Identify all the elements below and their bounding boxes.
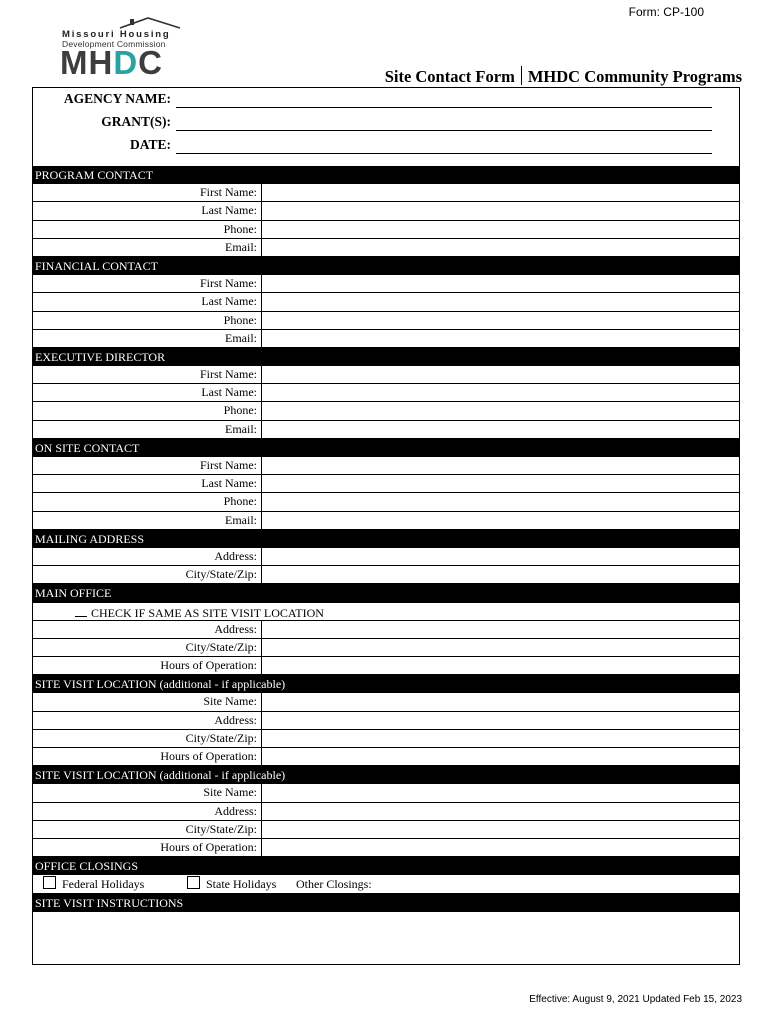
main-office-address-row (33, 621, 739, 639)
field-label: Email: (225, 512, 257, 527)
main-office-city-input[interactable] (261, 639, 739, 656)
mhdc-logo (60, 16, 184, 81)
logo-line2: Development Commission (62, 39, 166, 49)
site2-name-row (33, 784, 739, 802)
site2-name-input[interactable] (261, 784, 739, 801)
house-roof-icon (118, 16, 182, 30)
financial-email-input[interactable] (261, 330, 739, 347)
mailing-address-input[interactable] (261, 548, 739, 565)
field-label: Email: (225, 330, 257, 345)
site2-hours-row (33, 839, 739, 857)
field-label: Last Name: (201, 385, 257, 400)
office-closings-row (33, 875, 739, 893)
federal-holidays-option[interactable] (43, 876, 144, 892)
same-as-site-visit-label: CHECK IF SAME AS SITE VISIT LOCATION (91, 605, 324, 620)
director-first-name-input[interactable] (261, 366, 739, 383)
site1-hours-row (33, 748, 739, 766)
director-phone-row (33, 402, 739, 420)
site2-address-input[interactable] (261, 803, 739, 820)
financial-last-name-input[interactable] (261, 293, 739, 310)
agency-name-input[interactable] (176, 107, 712, 108)
program-email-input[interactable] (261, 239, 739, 256)
field-label: Last Name: (201, 294, 257, 309)
program-phone-input[interactable] (261, 221, 739, 238)
field-label: Email: (225, 239, 257, 254)
section-program-contact: PROGRAM CONTACT (33, 166, 739, 184)
field-label: First Name: (200, 276, 257, 291)
field-label: City/State/Zip: (185, 730, 257, 745)
director-phone-input[interactable] (261, 402, 739, 419)
federal-holidays-checkbox[interactable] (43, 876, 56, 889)
section-financial-contact: FINANCIAL CONTACT (33, 257, 739, 275)
field-label: Address: (214, 548, 257, 563)
form-frame (32, 87, 740, 965)
site2-hours-input[interactable] (261, 839, 739, 856)
field-label: First Name: (200, 367, 257, 382)
field-label: Phone: (223, 403, 257, 418)
title-divider (521, 66, 522, 85)
program-first-name-input[interactable] (261, 184, 739, 201)
form-rows (33, 166, 739, 966)
date-row (33, 134, 739, 156)
other-closings-label: Other Closings: (296, 877, 372, 892)
site2-address-row (33, 803, 739, 821)
field-label: Phone: (223, 494, 257, 509)
field-label: First Name: (200, 458, 257, 472)
checkbox-blank[interactable] (75, 604, 87, 617)
field-label: Address: (214, 712, 257, 727)
field-label: Site Name: (203, 694, 257, 709)
site1-name-input[interactable] (261, 693, 739, 710)
field-label: Hours of Operation: (160, 658, 257, 673)
section-mailing-address: MAILING ADDRESS (33, 530, 739, 548)
director-email-row (33, 421, 739, 439)
date-label: DATE: (129, 137, 171, 152)
main-office-hours-input[interactable] (261, 657, 739, 674)
logo-line1: Missouri Housing (62, 29, 171, 40)
site2-city-row (33, 821, 739, 839)
field-label: Hours of Operation: (160, 839, 257, 854)
site1-name-row (33, 693, 739, 711)
main-office-city-row (33, 639, 739, 657)
field-label: Hours of Operation: (160, 749, 257, 763)
field-label: Address: (214, 803, 257, 818)
state-holidays-label: State Holidays (206, 877, 277, 892)
agency-name-row (33, 88, 739, 110)
field-label: Last Name: (201, 203, 257, 218)
site1-city-input[interactable] (261, 730, 739, 747)
field-label: Site Name: (203, 785, 257, 800)
section-site-visit-location-1: SITE VISIT LOCATION (additional - if applicable) (33, 675, 739, 693)
form-title-left: Site Contact Form (384, 67, 515, 86)
field-label: First Name: (200, 185, 257, 200)
section-office-closings: OFFICE CLOSINGS (33, 857, 739, 875)
financial-last-name-row (33, 293, 739, 311)
field-label: Email: (225, 421, 257, 436)
financial-phone-row (33, 312, 739, 330)
site1-hours-input[interactable] (261, 748, 739, 765)
financial-email-row (33, 330, 739, 348)
state-holidays-option[interactable] (187, 876, 276, 892)
section-site-visit-instructions: SITE VISIT INSTRUCTIONS (33, 894, 739, 912)
director-email-input[interactable] (261, 421, 739, 438)
site1-address-row (33, 712, 739, 730)
section-site-visit-location-2: SITE VISIT LOCATION (additional - if applicable) (33, 766, 739, 784)
grants-row (33, 111, 739, 133)
program-first-name-row (33, 184, 739, 202)
field-label: Phone: (223, 221, 257, 236)
field-label: City/State/Zip: (185, 639, 257, 654)
site2-city-input[interactable] (261, 821, 739, 838)
grants-label: GRANT(S): (101, 114, 171, 129)
onsite-first-name-input[interactable] (261, 457, 739, 474)
director-first-name-row (33, 366, 739, 384)
section-on-site-contact: ON SITE CONTACT (33, 439, 739, 457)
date-input[interactable] (176, 153, 712, 154)
state-holidays-checkbox[interactable] (187, 876, 200, 889)
director-last-name-input[interactable] (261, 384, 739, 401)
mailing-city-row (33, 566, 739, 584)
onsite-email-row (33, 512, 739, 530)
form-title-right: MHDC Community Programs (527, 67, 742, 86)
section-main-office: MAIN OFFICE (33, 584, 739, 602)
logo-wordmark: MHDC (60, 44, 164, 81)
form-title (385, 66, 742, 87)
program-email-row (33, 239, 739, 257)
field-label: City/State/Zip: (185, 567, 257, 582)
director-last-name-row (33, 384, 739, 402)
main-office-hours-row (33, 657, 739, 675)
financial-first-name-input[interactable] (261, 275, 739, 292)
section-executive-director: EXECUTIVE DIRECTOR (33, 348, 739, 366)
form-code: Form: CP-100 (628, 5, 704, 19)
main-office-address-input[interactable] (261, 621, 739, 638)
site1-city-row (33, 730, 739, 748)
onsite-first-name-row (33, 457, 739, 475)
field-label: City/State/Zip: (185, 821, 257, 836)
federal-holidays-label: Federal Holidays (62, 877, 145, 892)
financial-phone-input[interactable] (261, 312, 739, 329)
program-last-name-input[interactable] (261, 202, 739, 219)
agency-name-label: AGENCY NAME: (63, 91, 171, 106)
onsite-phone-row (33, 493, 739, 511)
onsite-phone-input[interactable] (261, 493, 739, 510)
field-label: Phone: (223, 312, 257, 327)
site-visit-instructions-input[interactable] (33, 912, 739, 966)
onsite-last-name-row (33, 475, 739, 493)
onsite-email-input[interactable] (261, 512, 739, 529)
mailing-address-row (33, 548, 739, 566)
footer-dates: Effective: August 9, 2021 Updated Feb 15, 2023 (529, 994, 742, 1005)
same-as-site-visit-checkbox[interactable] (75, 604, 324, 621)
mailing-city-input[interactable] (261, 566, 739, 583)
program-last-name-row (33, 202, 739, 220)
main-office-check-row (33, 603, 739, 621)
site1-address-input[interactable] (261, 712, 739, 729)
financial-first-name-row (33, 275, 739, 293)
grants-input[interactable] (176, 130, 712, 131)
program-phone-row (33, 221, 739, 239)
field-label: Last Name: (201, 476, 257, 491)
field-label: Address: (214, 621, 257, 636)
onsite-last-name-input[interactable] (261, 475, 739, 492)
